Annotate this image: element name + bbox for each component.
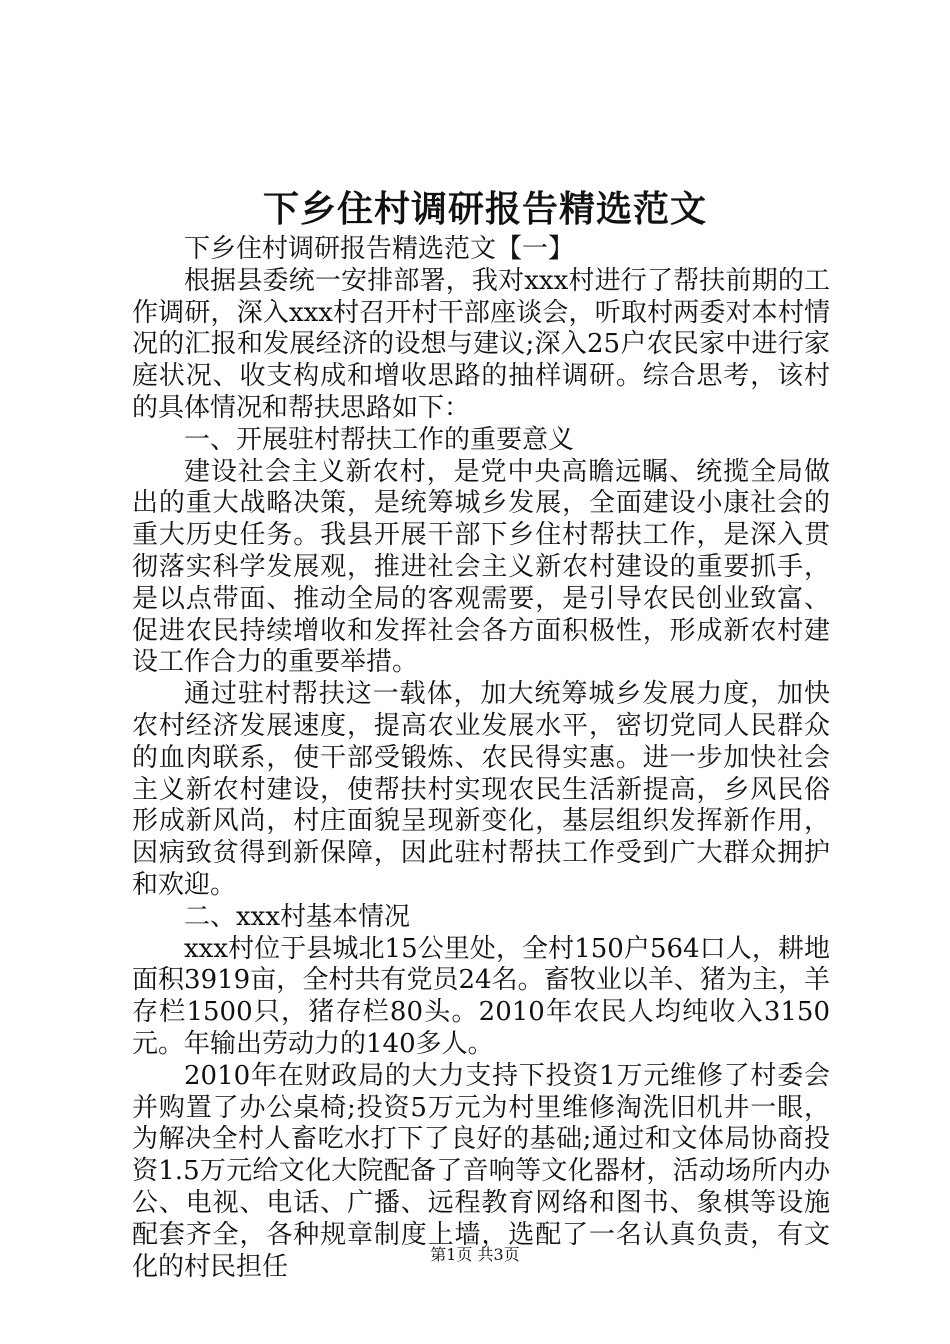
section-heading-1: 下乡住村调研报告精选范文【一】: [184, 234, 575, 264]
significance-paragraph-1: 建设社会主义新农村，是党中央高瞻远瞩、统揽全局做出的重大战略决策，是统筹城乡发展，全面建设小康社会的重大历史任务。我县开展干部下乡住村帮扶工作，是深入贯彻落实科学发展观，推进社会主义新农村建设的重要抓手，是以点带面、推动全局的客观需要，是引导农民创业致富、促进农民持续增收和发挥社会各方面积极性，形成新农村建设工作合力的重要举措。: [132, 456, 830, 678]
section-heading-village-info: 二、xxx村基本情况: [184, 901, 410, 932]
section-heading-significance: 一、开展驻村帮扶工作的重要意义: [184, 424, 575, 455]
document-title: 下乡住村调研报告精选范文: [262, 188, 707, 230]
investment-paragraph: 2010年在财政局的大力支持下投资1万元维修了村委会并购置了办公桌椅;投资5万元为村里维修淘洗旧机井一眼，为解决全村人畜吃水打下了良好的基础;通过和文体局协商投资1.5万元给文化大院配备了音响等文化器材，活动场所内办公、电视、电话、广播、远程教育网络和图书、象棋等设施配套齐全，各种规章制度上墙，选配了一名认真负责，有文化的村民担任: [132, 1060, 830, 1282]
village-info-paragraph: xxx村位于县城北15公里处，全村150户564口人，耕地面积3919亩，全村共有党员24名。畜牧业以羊、猪为主，羊存栏1500只，猪存栏80头。2010年农民人均纯收入3150元。年输出劳动力的140多人。: [132, 933, 830, 1059]
page-footer: 第1页 共3页: [430, 1245, 520, 1264]
document-page: [132, 184, 830, 1283]
significance-paragraph-2: 通过驻村帮扶这一载体，加大统筹城乡发展力度，加快农村经济发展速度，提高农业发展水平，密切党同人民群众的血肉联系，使干部受锻炼、农民得实惠。进一步加快社会主义新农村建设，使帮扶村实现农民生活新提高，乡风民俗形成新风尚，村庄面貌呈现新变化，基层组织发挥新作用，因病致贫得到新保障，因此驻村帮扶工作受到广大群众拥护和欢迎。: [132, 679, 830, 900]
intro-paragraph: 根据县委统一安排部署，我对xxx村进行了帮扶前期的工作调研，深入xxx村召开村干部座谈会，听取村两委对本村情况的汇报和发展经济的设想与建议;深入25户农民家中进行家庭状况、收支构成和增收思路的抽样调研。综合思考，该村的具体情况和帮扶思路如下：: [132, 265, 830, 423]
